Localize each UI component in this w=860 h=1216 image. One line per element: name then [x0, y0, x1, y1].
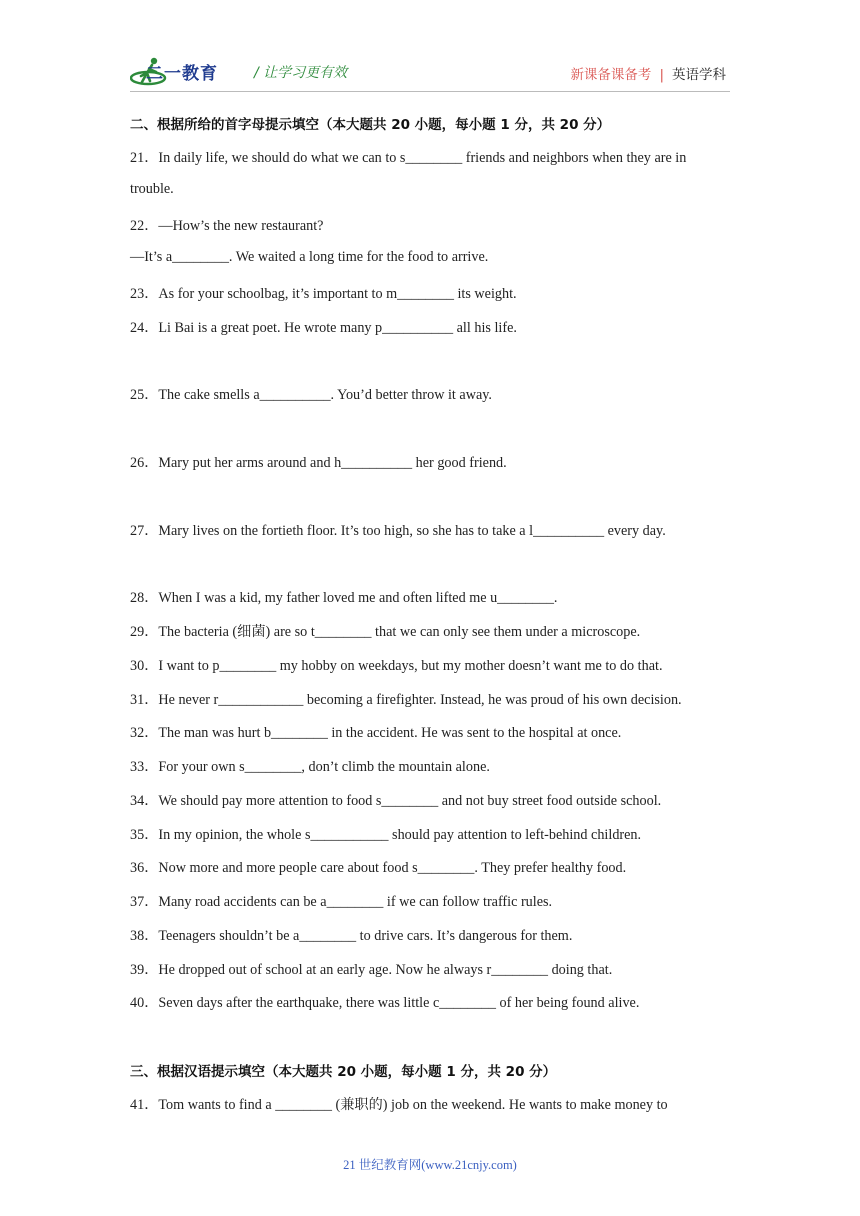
question-37: 37．Many road accidents can be a________ if we can follow traffic rules.	[130, 894, 553, 910]
question-39: 39．He dropped out of school at an early age. Now he always r________ doing that.	[130, 962, 613, 978]
question-23: 23．As for your schoolbag, it’s important to m________ its weight.	[130, 286, 517, 302]
question-29: 29．The bacteria (细菌) are so t________ that we can only see them under a microscope.	[130, 624, 641, 640]
page-header	[130, 54, 730, 90]
question-25: 25．The cake smells a__________. You’d better throw it away.	[130, 387, 492, 403]
page-footer: 21 世纪教育网(www.21cnjy.com)	[343, 1158, 517, 1172]
slogan: / 让学习更有效	[254, 65, 348, 81]
header-separator: |	[659, 67, 664, 83]
logo-text: 二一教育	[146, 64, 218, 84]
header-right	[570, 63, 726, 83]
question-22-answer: —It’s a________. We waited a long time for the food to arrive.	[130, 249, 489, 265]
question-34: 34．We should pay more attention to food s________ and not buy street food outside school.	[130, 793, 662, 809]
header-divider	[130, 91, 730, 92]
question-32: 32．The man was hurt b________ in the accident. He was sent to the hospital at once.	[130, 725, 622, 741]
logo	[130, 56, 248, 88]
question-35: 35．In my opinion, the whole s___________ should pay attention to left-behind children.	[130, 827, 642, 843]
question-36: 36．Now more and more people care about food s________. They prefer healthy food.	[130, 860, 627, 876]
question-24: 24．Li Bai is a great poet. He wrote many p__________ all his life.	[130, 320, 517, 336]
question-33: 33．For your own s________, don’t climb the mountain alone.	[130, 759, 490, 775]
question-41: 41．Tom wants to find a ________ (兼职的) job on the weekend. He wants to make money to	[130, 1097, 668, 1113]
question-30: 30．I want to p________ my hobby on weekdays, but my mother doesn’t want me to do that.	[130, 658, 663, 674]
question-27: 27．Mary lives on the fortieth floor. It’s too high, so she has to take a l__________ every day.	[130, 523, 666, 539]
question-22: 22．—How’s the new restaurant?	[130, 218, 324, 234]
header-tagline: 新课备课备考	[570, 67, 652, 83]
subject-label: 英语学科	[672, 67, 726, 83]
question-40: 40．Seven days after the earthquake, there was little c________ of her being found alive.	[130, 995, 640, 1011]
question-38: 38．Teenagers shouldn’t be a________ to drive cars. It’s dangerous for them.	[130, 928, 573, 944]
section-heading-3: 三、根据汉语提示填空（本大题共 20 小题，每小题 1 分，共 20 分）	[130, 1064, 557, 1080]
question-21-continued: trouble.	[130, 181, 174, 197]
question-28: 28．When I was a kid, my father loved me and often lifted me u________.	[130, 590, 558, 606]
question-31: 31．He never r____________ becoming a firefighter. Instead, he was proud of his own decision.	[130, 692, 682, 708]
question-26: 26．Mary put her arms around and h__________ her good friend.	[130, 455, 507, 471]
section-heading-2: 二、根据所给的首字母提示填空（本大题共 20 小题，每小题 1 分，共 20 分）	[130, 117, 611, 133]
question-21: 21．In daily life, we should do what we can to s________ friends and neighbors when they are in	[130, 150, 687, 166]
